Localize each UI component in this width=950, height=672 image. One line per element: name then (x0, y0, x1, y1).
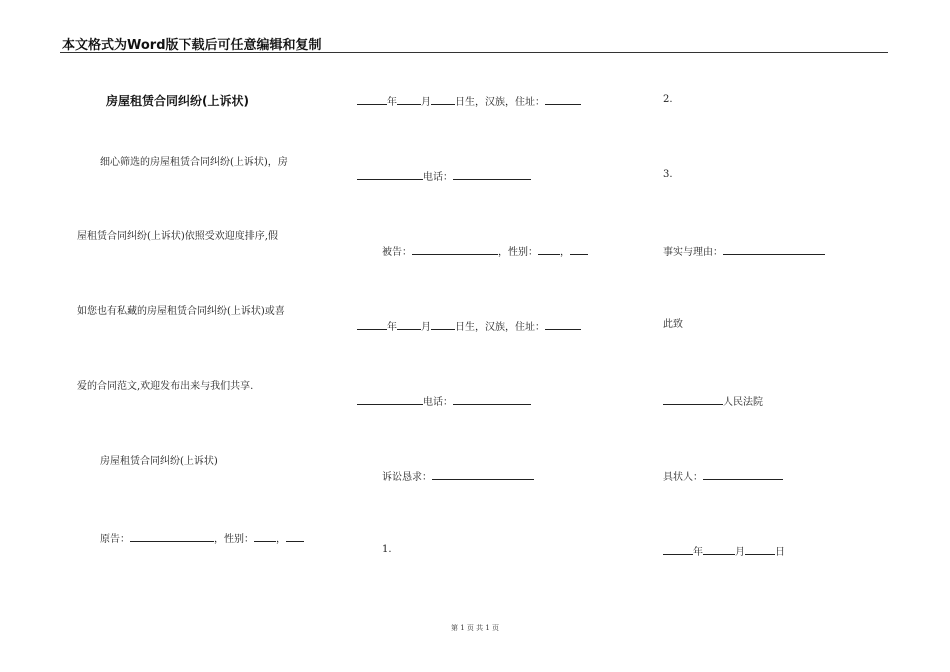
signer-blank (703, 469, 783, 480)
facts-blank (723, 244, 825, 255)
day-blank (431, 319, 455, 330)
phone-prefix-blank (357, 394, 423, 405)
month-label: 月 (421, 97, 431, 108)
court-label: 人民法院 (723, 397, 763, 408)
closing: 此致 (663, 319, 683, 330)
phone-label: 电话： (423, 172, 453, 183)
intro-line-3: 如您也有私藏的房屋租赁合同纠纷(上诉状)或喜 (77, 306, 285, 317)
month-blank (703, 544, 735, 555)
year-blank (357, 94, 387, 105)
facts-line (663, 244, 825, 259)
page-number: 第 1 页 共 1 页 (450, 624, 500, 632)
address-blank (545, 94, 581, 105)
born-address-label: 日生，汉族，住址： (455, 322, 545, 333)
claims-label: 诉讼恳求： (382, 472, 432, 483)
defendant-line (382, 244, 588, 259)
defendant-age-blank (570, 244, 588, 255)
signature-date-line (663, 544, 785, 559)
plaintiff-phone-line (357, 169, 531, 184)
year-label: 年 (693, 547, 703, 558)
defendant-phone-line (357, 394, 531, 409)
defendant-name-blank (412, 244, 498, 255)
plaintiff-birth-line (357, 94, 581, 109)
day-label: 日 (775, 547, 785, 558)
plaintiff-label: 原告： (100, 534, 130, 545)
phone-label: 电话： (423, 397, 453, 408)
plaintiff-gender-blank (254, 531, 276, 542)
court-blank (663, 394, 723, 405)
signer-label: 具状人： (663, 472, 703, 483)
day-blank (431, 94, 455, 105)
month-blank (397, 94, 421, 105)
month-label: 月 (735, 547, 745, 558)
document-title: 房屋租赁合同纠纷(上诉状) (106, 94, 249, 108)
gender-label: ，性别： (214, 534, 254, 545)
year-blank (357, 319, 387, 330)
year-label: 年 (387, 97, 397, 108)
court-line (663, 394, 763, 409)
claims-blank (432, 469, 534, 480)
claim-item-1: 1. (382, 544, 392, 555)
signer-line (663, 469, 783, 484)
intro-line-1: 细心筛选的房屋租赁合同纠纷(上诉状)，房 (100, 157, 288, 168)
comma: ， (276, 534, 286, 545)
subtitle: 房屋租赁合同纠纷(上诉状) (100, 456, 218, 467)
day-blank (745, 544, 775, 555)
intro-line-2: 屋租赁合同纠纷(上诉状)依照受欢迎度排序,假 (77, 231, 278, 242)
document-header: 本文格式为Word版下载后可任意编辑和复制 (62, 38, 322, 53)
address-blank (545, 319, 581, 330)
claims-line (382, 469, 534, 484)
born-address-label: 日生，汉族，住址： (455, 97, 545, 108)
plaintiff-line (100, 531, 304, 546)
defendant-birth-line (357, 319, 581, 334)
phone-blank (453, 394, 531, 405)
intro-line-4: 爱的合同范文,欢迎发布出来与我们共享. (77, 381, 254, 392)
gender-label: ，性别： (498, 247, 538, 258)
month-blank (397, 319, 421, 330)
facts-label: 事实与理由： (663, 247, 723, 258)
comma: ， (560, 247, 570, 258)
plaintiff-age-blank (286, 531, 304, 542)
plaintiff-name-blank (130, 531, 214, 542)
header-divider (60, 52, 888, 53)
month-label: 月 (421, 322, 431, 333)
phone-prefix-blank (357, 169, 423, 180)
defendant-label: 被告： (382, 247, 412, 258)
claim-item-3: 3. (663, 169, 673, 180)
claim-item-2: 2. (663, 94, 673, 105)
year-blank (663, 544, 693, 555)
phone-blank (453, 169, 531, 180)
defendant-gender-blank (538, 244, 560, 255)
year-label: 年 (387, 322, 397, 333)
